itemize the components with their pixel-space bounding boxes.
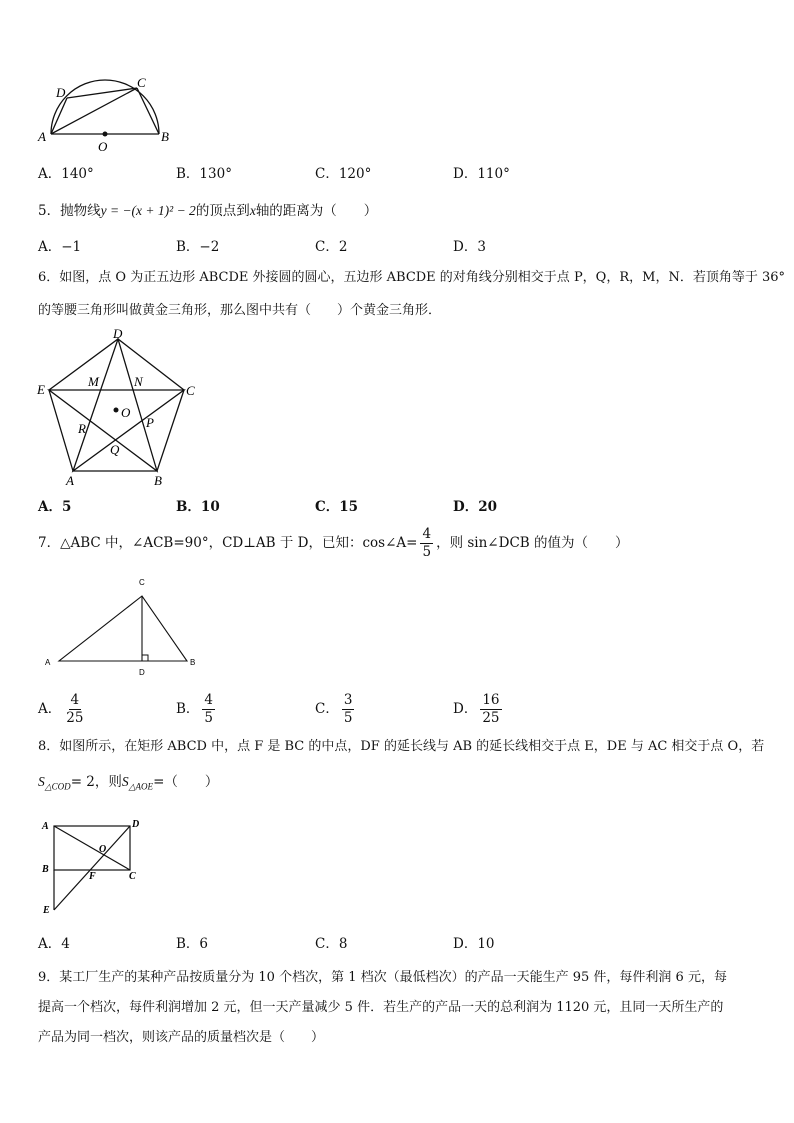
question-9-line-1: 9．某工厂生产的某种产品按质量分为 10 个档次，第 1 档次（最低档次）的产品一天能生产 95 件，每件利润 6 元，每 bbox=[38, 970, 727, 985]
label-a: A bbox=[66, 473, 74, 488]
question-8-line-2: $S_{\triangle COD}= 2$，则$S_{\triangle AOE}=$（ ） bbox=[38, 774, 219, 792]
label-n: N bbox=[134, 374, 143, 389]
q5-option-d: D．3 bbox=[453, 239, 486, 255]
label-a: A bbox=[45, 658, 51, 667]
diagonal-ac bbox=[54, 826, 130, 870]
figure-rectangle bbox=[38, 814, 148, 919]
question-9-line-3: 产品为同一档次，则该产品的质量档次是（ ） bbox=[38, 1030, 325, 1045]
label-o: O bbox=[99, 844, 107, 855]
center-point bbox=[103, 132, 108, 137]
center-point bbox=[114, 408, 119, 413]
label-e: E bbox=[37, 382, 45, 397]
q6-option-a: A．5 bbox=[38, 499, 72, 515]
q6-option-b: B．10 bbox=[176, 499, 220, 515]
q4-option-a: A．140° bbox=[38, 166, 94, 182]
label-b: B bbox=[42, 864, 49, 875]
q5-option-a: A．−1 bbox=[38, 239, 82, 255]
label-c: C bbox=[129, 871, 136, 882]
label-c: C bbox=[137, 75, 146, 90]
q7-option-d: D． $\frac{16}{25}$ bbox=[453, 692, 500, 726]
label-o: O bbox=[98, 139, 108, 154]
label-q: Q bbox=[110, 442, 120, 457]
label-b: B bbox=[161, 129, 169, 144]
question-9-line-2: 提高一个档次，每件利润增加 2 元，但一天产量减少 5 件．若生产的产品一天的总利润为 1120 元，且同一天所生产的 bbox=[38, 1000, 724, 1015]
label-b: B bbox=[190, 658, 196, 667]
figure-right-triangle bbox=[38, 576, 208, 678]
label-a: A bbox=[42, 821, 49, 832]
chord-cb bbox=[137, 88, 159, 134]
label-f: F bbox=[89, 871, 96, 882]
label-p: P bbox=[146, 415, 154, 430]
q5-formula: y = −(x + 1)² − 2 bbox=[100, 203, 196, 218]
q6-option-d: D．20 bbox=[453, 499, 498, 515]
q8-option-d: D．10 bbox=[453, 936, 495, 952]
label-r: R bbox=[78, 421, 86, 436]
q7-option-b: B． $\frac{4}{5}$ bbox=[176, 692, 214, 726]
label-e: E bbox=[43, 905, 50, 916]
q5-option-b: B．−2 bbox=[176, 239, 220, 255]
right-angle-mark bbox=[142, 655, 148, 661]
label-d: D bbox=[113, 326, 123, 341]
q8-option-c: C．8 bbox=[315, 936, 348, 952]
question-7: 7．△ABC 中，∠ACB=90°，CD⊥AB 于 D，已知：cos∠A= $\frac{4}{5}$ ，则 sin∠DCB 的值为（ ） bbox=[38, 526, 629, 560]
label-o: O bbox=[121, 405, 131, 420]
label-c: C bbox=[139, 578, 145, 587]
segment-de bbox=[54, 826, 130, 910]
label-m: M bbox=[88, 374, 99, 389]
q5-option-c: C．2 bbox=[315, 239, 348, 255]
q4-option-c: C．120° bbox=[315, 166, 372, 182]
question-6-line-1: 6．如图，点 O 为正五边形 ABCDE 外接圆的圆心，五边形 ABCDE 的对角线分别相交于点 P，Q，R，M，N．若顶角等于 36° bbox=[38, 270, 785, 285]
label-b: B bbox=[154, 473, 162, 488]
label-d: D bbox=[132, 819, 140, 830]
q4-option-d: D．110° bbox=[453, 166, 510, 182]
figure-semicircle bbox=[30, 74, 190, 156]
label-d: D bbox=[56, 85, 66, 100]
label-a: A bbox=[38, 129, 46, 144]
q8-option-b: B．6 bbox=[176, 936, 209, 952]
label-c: C bbox=[186, 383, 195, 398]
q7-fraction: $\frac{4}{5}$ bbox=[422, 526, 432, 560]
question-6-line-2: 的等腰三角形叫做黄金三角形，那么图中共有（ ）个黄金三角形． bbox=[38, 303, 442, 318]
question-8-line-1: 8．如图所示，在矩形 ABCD 中，点 F 是 BC 的中点，DF 的延长线与 AB 的延长线相交于点 E，DE 与 AC 相交于点 O，若 bbox=[38, 739, 765, 754]
q6-option-c: C．15 bbox=[315, 499, 359, 515]
q7-option-c: C． $\frac{3}{5}$ bbox=[315, 692, 353, 726]
figure-pentagon bbox=[30, 326, 210, 491]
label-d: D bbox=[139, 668, 145, 677]
q8-option-a: A．4 bbox=[38, 936, 70, 952]
triangle-abc bbox=[59, 596, 187, 661]
q4-option-b: B．130° bbox=[176, 166, 232, 182]
question-5: 5．抛物线y = −(x + 1)² − 2的顶点到x轴的距离为（ ） bbox=[38, 203, 378, 219]
q7-option-a: A． $\frac{4}{25}$ bbox=[38, 692, 84, 726]
